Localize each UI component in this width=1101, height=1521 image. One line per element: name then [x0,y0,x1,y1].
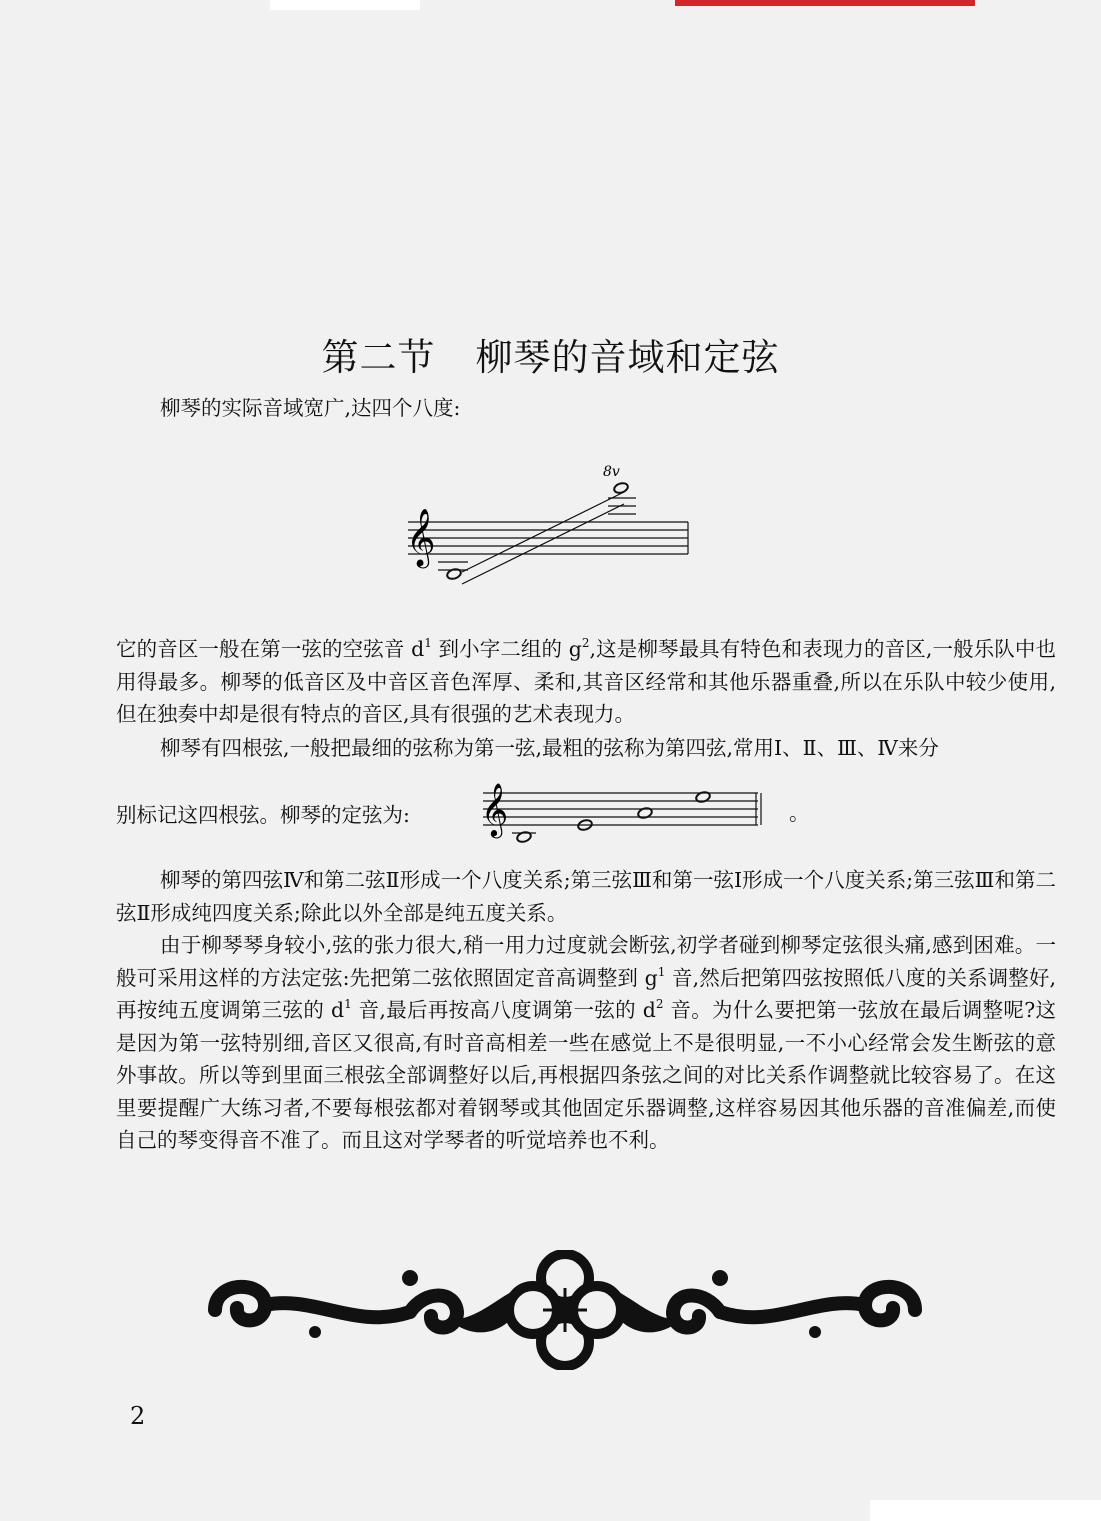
tuning-end-mark: 。 [789,801,810,825]
paragraph-strings: 柳琴有四根弦,一般把最细的弦称为第一弦,最粗的弦称为第四弦,常用Ⅰ、Ⅱ、Ⅲ、Ⅳ来分 [160,736,939,760]
octave-marking: 8v [603,464,620,480]
range-staff [398,462,698,592]
paragraph-relations: 柳琴的第四弦Ⅳ和第二弦Ⅱ形成一个八度关系;第三弦Ⅲ和第一弦Ⅰ形成一个八度关系;第三弦Ⅲ和第二弦Ⅱ形成纯四度关系;除此以外全部是纯五度关系。 [116,868,1056,925]
register-sup-2: 2 [581,636,590,650]
method-text-4: 音。为什么要把第一弦放在最后调整呢?这是因为第一弦特别细,音区又很高,有时音高相差一些在感觉上不是很明显,一不小心经常会发生断弦的意外事故。所以等到里面三根弦全部调整好以后,再根据四条弦之间的对比关系作调整就比较容易了。在这里要提醒广大练习者,不要每根弦都对着钢琴或其他固定乐器调整,这样容易因其他乐器的音准偏差,而使自己的琴变得音不准了。而且这对学琴者的听觉培养也不利。 [116,998,1057,1152]
method-text-1: 由于柳琴琴身较小,弦的张力很大,稍一用力过度就会断弦,初学者碰到柳琴定弦很头痛,感到困难。一般可采用这样的方法定弦:先把第二弦依照固定音高调整到 g [116,933,1056,990]
paragraph-register [116,633,1056,731]
page-number: 2 [130,1402,146,1430]
section-number: 第二节 [321,335,436,379]
method-text-3: 音,最后再按高八度调第一弦的 d [351,998,656,1022]
method-sup-2: 1 [344,997,352,1011]
treble-clef-icon: 𝄞 [406,508,436,566]
section-title [0,327,1101,381]
floral-scroll-ornament-icon [195,1250,935,1370]
scan-edge-corner [870,1500,1101,1521]
method-sup-1: 1 [657,964,666,979]
tuning-staff [478,775,768,855]
scan-edge-red [675,0,975,6]
note-high [613,482,629,495]
scan-edge-white [270,0,420,10]
paragraph-method [116,929,1056,1157]
section-title-text: 柳琴的音域和定弦 [475,335,780,379]
range-intro: 柳琴的实际音域宽广,达四个八度: [160,396,461,420]
method-text-2: 音,然后把第四弦按照低八度的关系调整好,再按纯五度调第三弦的 d [116,965,1056,1022]
register-text-1: 它的音区一般在第一弦的空弦音 d [116,637,425,661]
method-sup-3: 2 [655,997,664,1011]
register-text-2: 到小字二组的 g [431,637,582,661]
register-text-3: ,这是柳琴最具有特色和表现力的音区,一般乐队中也用得最多。柳琴的低音区及中音区音色浑厚、柔和,其音区经常和其他乐器重叠,所以在乐队中较少使用,但在独奏中却是很有特点的音区,具有很强的艺术表现力。 [116,637,1057,726]
tuning-label: 别标记这四根弦。柳琴的定弦为: [116,803,410,827]
treble-clef-icon: 𝄞 [481,782,509,836]
register-sup-1: 1 [424,636,432,650]
